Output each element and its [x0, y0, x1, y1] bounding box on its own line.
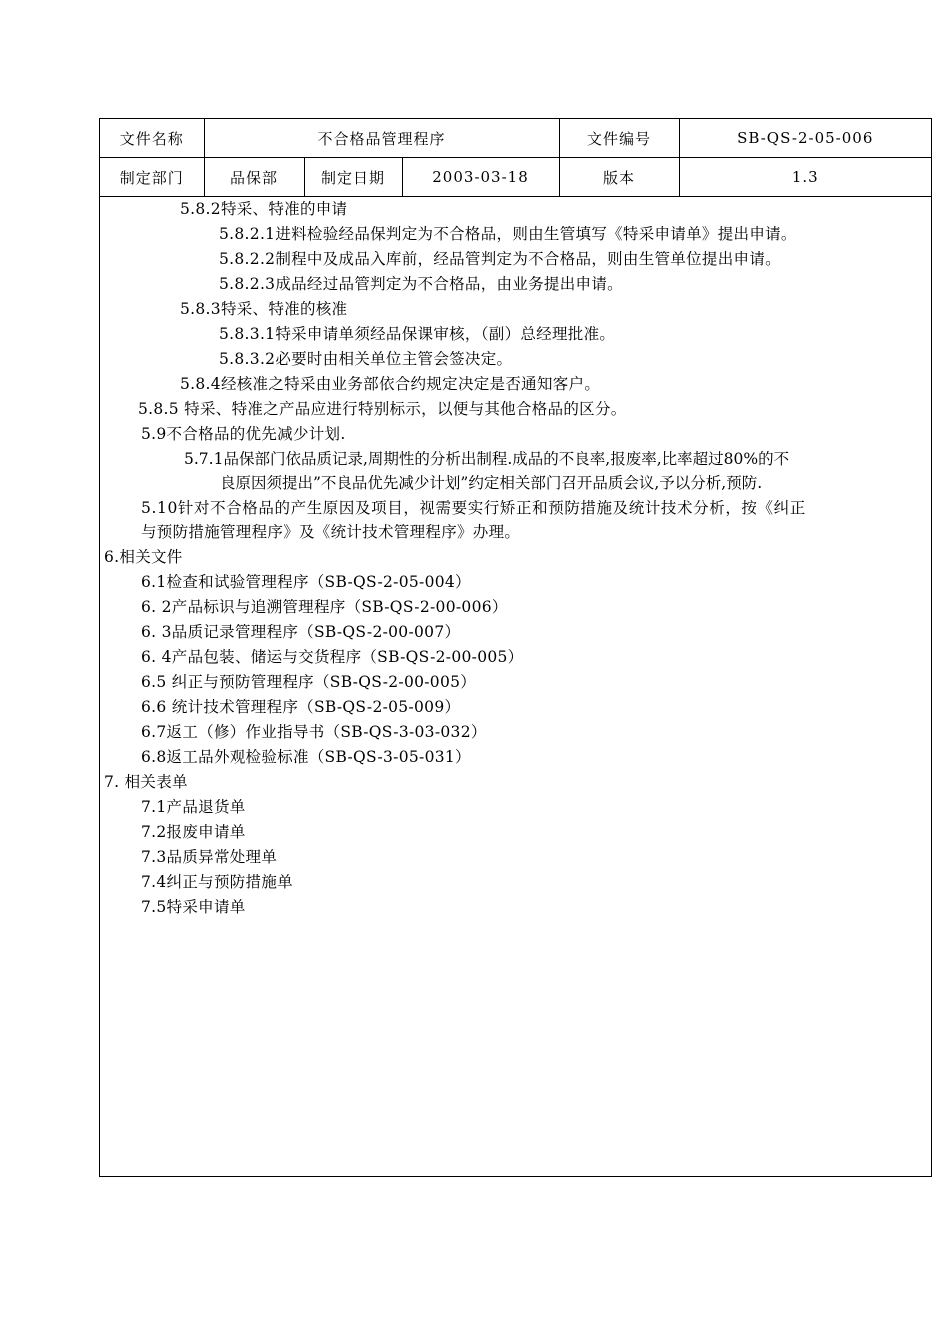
section-5-8-2-2: 5.8.2.2制程中及成品入库前，经品管判定为不合格品，则由生管单位提出申请。 [219, 250, 781, 268]
document-frame [99, 118, 932, 1177]
section-6-6: 6.6 统计技术管理程序（SB-QS-2-05-009） [141, 698, 461, 716]
section-7-3: 7.3品质异常处理单 [141, 848, 278, 866]
section-5-8-3-2: 5.8.3.2必要时由相关单位主管会签决定。 [219, 350, 513, 368]
dept-value: 品保部 [204, 158, 304, 197]
date-value: 2003-03-18 [402, 158, 559, 197]
section-6-2: 6. 2产品标识与追溯管理程序（SB-QS-2-00-006） [141, 598, 508, 616]
section-5-9: 5.9不合格品的优先减少计划. [141, 425, 346, 443]
version-value: 1.3 [679, 158, 931, 197]
dept-label: 制定部门 [100, 158, 204, 197]
section-6-heading: 6.相关文件 [104, 548, 183, 566]
file-no-value: SB-QS-2-05-006 [679, 119, 931, 158]
file-name-label: 文件名称 [100, 119, 204, 158]
section-5-7-1: 5.7.1品保部门依品质记录,周期性的分析出制程.成品的不良率,报废率,比率超过80%的不 [184, 450, 790, 468]
section-6-4: 6. 4产品包装、储运与交货程序（SB-QS-2-00-005） [141, 648, 524, 666]
section-5-8-3-1: 5.8.3.1特采申请单须经品保课审核，（副）总经理批准。 [219, 325, 616, 343]
header-row-2 [100, 158, 931, 197]
section-5-8-3: 5.8.3特采、特准的核准 [180, 300, 348, 318]
section-7-2: 7.2报废申请单 [141, 823, 246, 841]
section-5-8-4: 5.8.4经核准之特采由业务部依合约规定决定是否通知客户。 [180, 375, 601, 393]
file-no-label: 文件编号 [559, 119, 679, 158]
section-7-1: 7.1产品退货单 [141, 798, 246, 816]
file-name-value: 不合格品管理程序 [204, 119, 559, 158]
section-5-8-5: 5.8.5 特采、特准之产品应进行特别标示，以便与其他合格品的区分。 [138, 400, 627, 418]
section-6-5: 6.5 纠正与预防管理程序（SB-QS-2-00-005） [141, 673, 477, 691]
section-5-8-2-3: 5.8.2.3成品经过品管判定为不合格品，由业务提出申请。 [219, 275, 623, 293]
section-6-7: 6.7返工（修）作业指导书（SB-QS-3-03-032） [141, 723, 487, 741]
version-label: 版本 [559, 158, 679, 197]
section-7-heading: 7. 相关表单 [104, 773, 188, 791]
section-5-10: 5.10针对不合格品的产生原因及项目，视需要实行矫正和预防措施及统计技术分析，按《纠正 [141, 499, 806, 517]
section-5-10-cont: 与预防措施管理程序》及《统计技术管理程序》办理。 [141, 523, 521, 541]
header-row-1 [100, 119, 931, 158]
section-5-7-1-cont: 良原因须提出”不良品优先减少计划”约定相关部门召开品质会议,予以分析,预防. [220, 474, 763, 492]
section-5-8-2: 5.8.2特采、特准的申请 [180, 200, 348, 218]
section-6-3: 6. 3品质记录管理程序（SB-QS-2-00-007） [141, 623, 461, 641]
section-6-1: 6.1检查和试验管理程序（SB-QS-2-05-004） [141, 573, 471, 591]
section-7-4: 7.4纠正与预防措施单 [141, 873, 293, 891]
section-7-5: 7.5特采申请单 [141, 898, 246, 916]
section-5-8-2-1: 5.8.2.1进料检验经品保判定为不合格品，则由生管填写《特采申请单》提出申请。 [219, 225, 797, 243]
section-6-8: 6.8返工品外观检验标准（SB-QS-3-05-031） [141, 748, 471, 766]
header-table [100, 119, 931, 197]
date-label: 制定日期 [304, 158, 402, 197]
